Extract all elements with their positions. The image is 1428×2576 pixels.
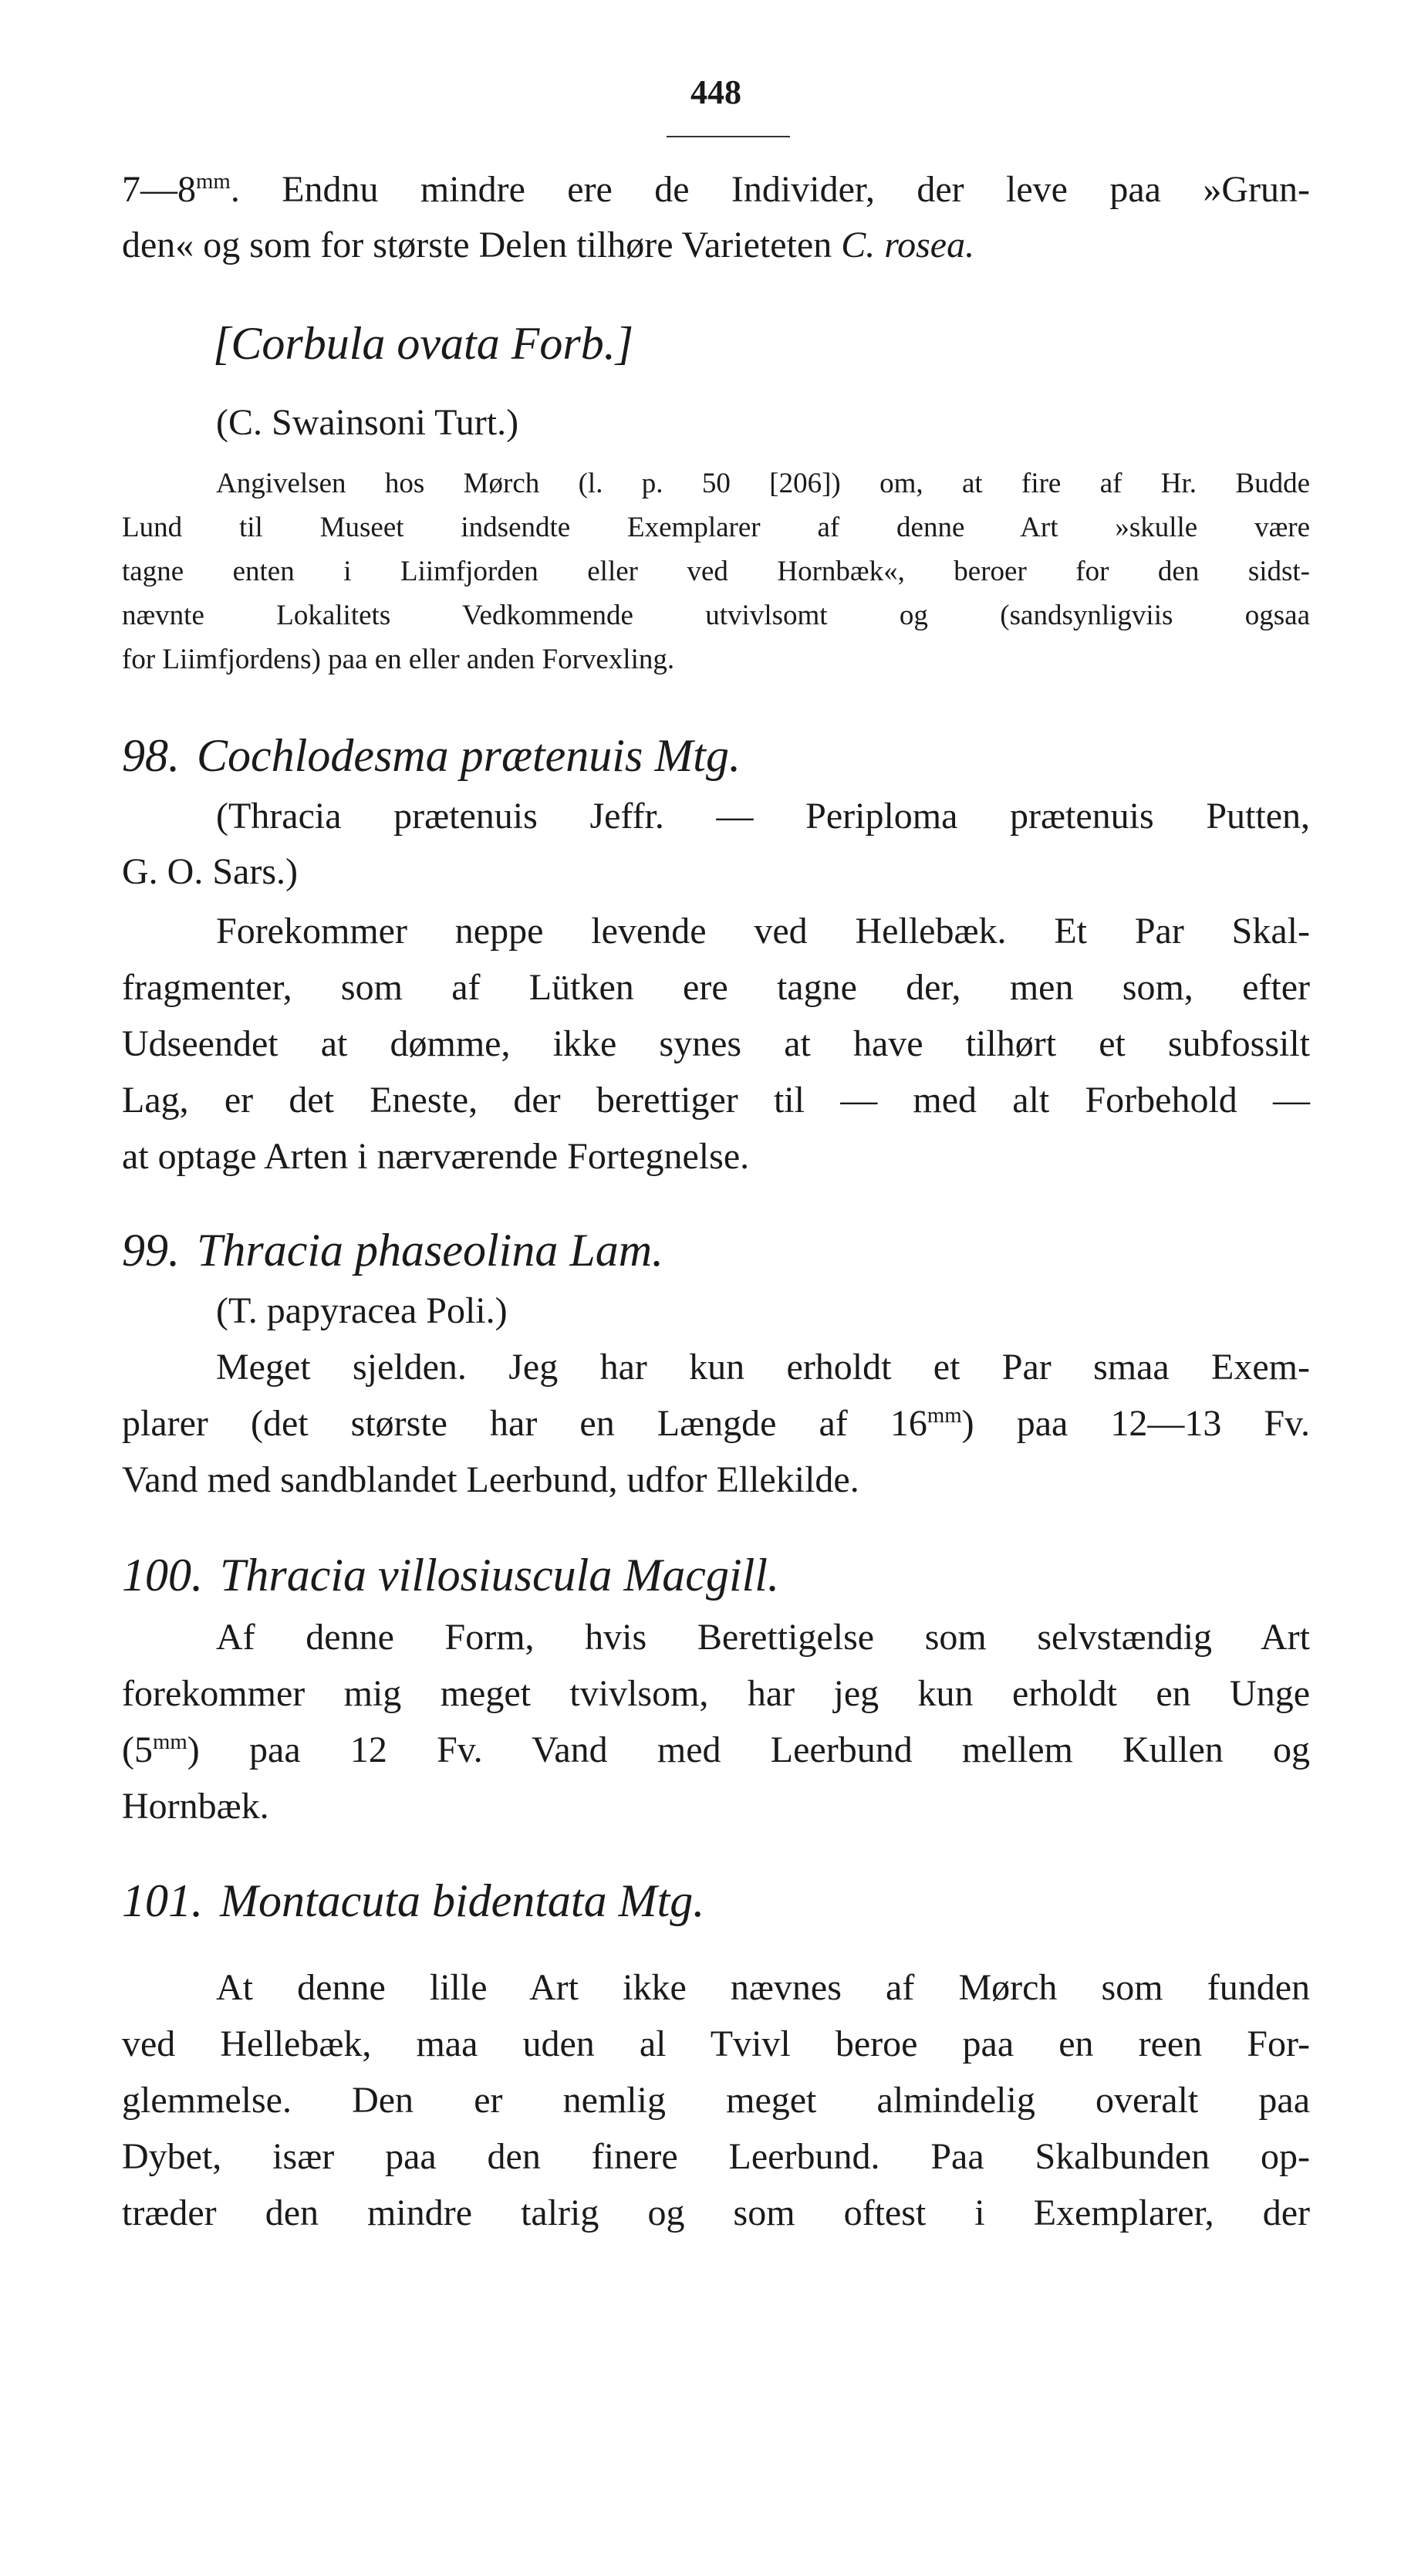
species-99-heading: 99. Thracia phaseolina Lam. bbox=[122, 1225, 664, 1276]
corbula-line-5: for Liimfjordens) paa en eller anden Forvexling. bbox=[122, 644, 675, 675]
document-page bbox=[122, 0, 1310, 2576]
species-101-line-2: ved Hellebæk, maa uden al Tvivl beroe paa en reen For- bbox=[122, 2023, 1310, 2064]
species-98-line-7: at optage Arten i nærværende Fortegnelse. bbox=[122, 1136, 750, 1177]
species-98-line-6: Lag, er det Eneste, der berettiger til — med alt Forbehold — bbox=[122, 1080, 1310, 1121]
species-98-line-1: (Thracia prætenuis Jeffr. — Periploma prætenuis Putten, bbox=[216, 796, 1310, 837]
corbula-line-1: Angivelsen hos Mørch (l. p. 50 [206]) om, at fire af Hr. Budde bbox=[216, 468, 1310, 499]
corbula-line-2: Lund til Museet indsendte Exemplarer af denne Art »skulle være bbox=[122, 512, 1310, 543]
corbula-line-3: tagne enten i Liimfjorden eller ved Hornbæk«, beroer for den sidst- bbox=[122, 556, 1310, 587]
species-101-line-1: At denne lille Art ikke nævnes af Mørch som funden bbox=[216, 1967, 1310, 2008]
intro-line-2: den« og som for største Delen tilhøre Varieteten C. rosea. bbox=[122, 225, 975, 265]
species-101-line-3: glemmelse. Den er nemlig meget almindelig overalt paa bbox=[122, 2080, 1310, 2121]
intro-line-1: $7—8^{mm}$. Endnu mindre ere de Individer, der leve paa »Grun- bbox=[122, 169, 1310, 210]
species-98-line-5: Udseendet at dømme, ikke synes at have tilhørt et subfossilt bbox=[122, 1023, 1310, 1064]
species-98-line-2: G. O. Sars.) bbox=[122, 851, 298, 892]
species-100-line-3: $(5^{mm})$ paa 12 Fv. Vand med Leerbund mellem Kullen og bbox=[122, 1729, 1310, 1770]
corbula-synonym: (C. Swainsoni Turt.) bbox=[216, 402, 519, 443]
page-number: 448 bbox=[690, 73, 741, 111]
species-100-line-4: Hornbæk. bbox=[122, 1786, 269, 1827]
species-100-heading: 100. Thracia villosiuscula Macgill. bbox=[122, 1550, 779, 1601]
species-99-line-3: plarer (det største har en Længde af $16^{mm}$) paa 12—13 Fv. bbox=[122, 1403, 1310, 1444]
species-100-line-2: forekommer mig meget tvivlsom, har jeg kun erholdt en Unge bbox=[122, 1673, 1310, 1714]
species-101-line-5: træder den mindre talrig og som oftest i Exemplarer, der bbox=[122, 2192, 1310, 2233]
species-101-line-4: Dybet, især paa den finere Leerbund. Paa Skalbunden op- bbox=[122, 2136, 1310, 2177]
species-99-line-1: (T. papyracea Poli.) bbox=[216, 1290, 508, 1331]
page-number-rule bbox=[667, 136, 790, 137]
species-99-line-2: Meget sjelden. Jeg har kun erholdt et Par smaa Exem- bbox=[216, 1347, 1310, 1388]
corbula-heading: [Corbula ovata Forb.] bbox=[213, 318, 634, 369]
species-99-line-4: Vand med sandblandet Leerbund, udfor Ellekilde. bbox=[122, 1459, 859, 1500]
species-98-line-4: fragmenter, som af Lütken ere tagne der, men som, efter bbox=[122, 967, 1310, 1008]
species-100-line-1: Af denne Form, hvis Berettigelse som selvstændig Art bbox=[216, 1617, 1310, 1658]
corbula-line-4: nævnte Lokalitets Vedkommende utvivlsomt og (sandsynligviis ogsaa bbox=[122, 600, 1310, 631]
species-101-heading: 101. Montacuta bidentata Mtg. bbox=[122, 1875, 705, 1926]
species-98-line-3: Forekommer neppe levende ved Hellebæk. Et Par Skal- bbox=[216, 911, 1310, 952]
species-98-heading: 98. Cochlodesma prætenuis Mtg. bbox=[122, 730, 741, 781]
